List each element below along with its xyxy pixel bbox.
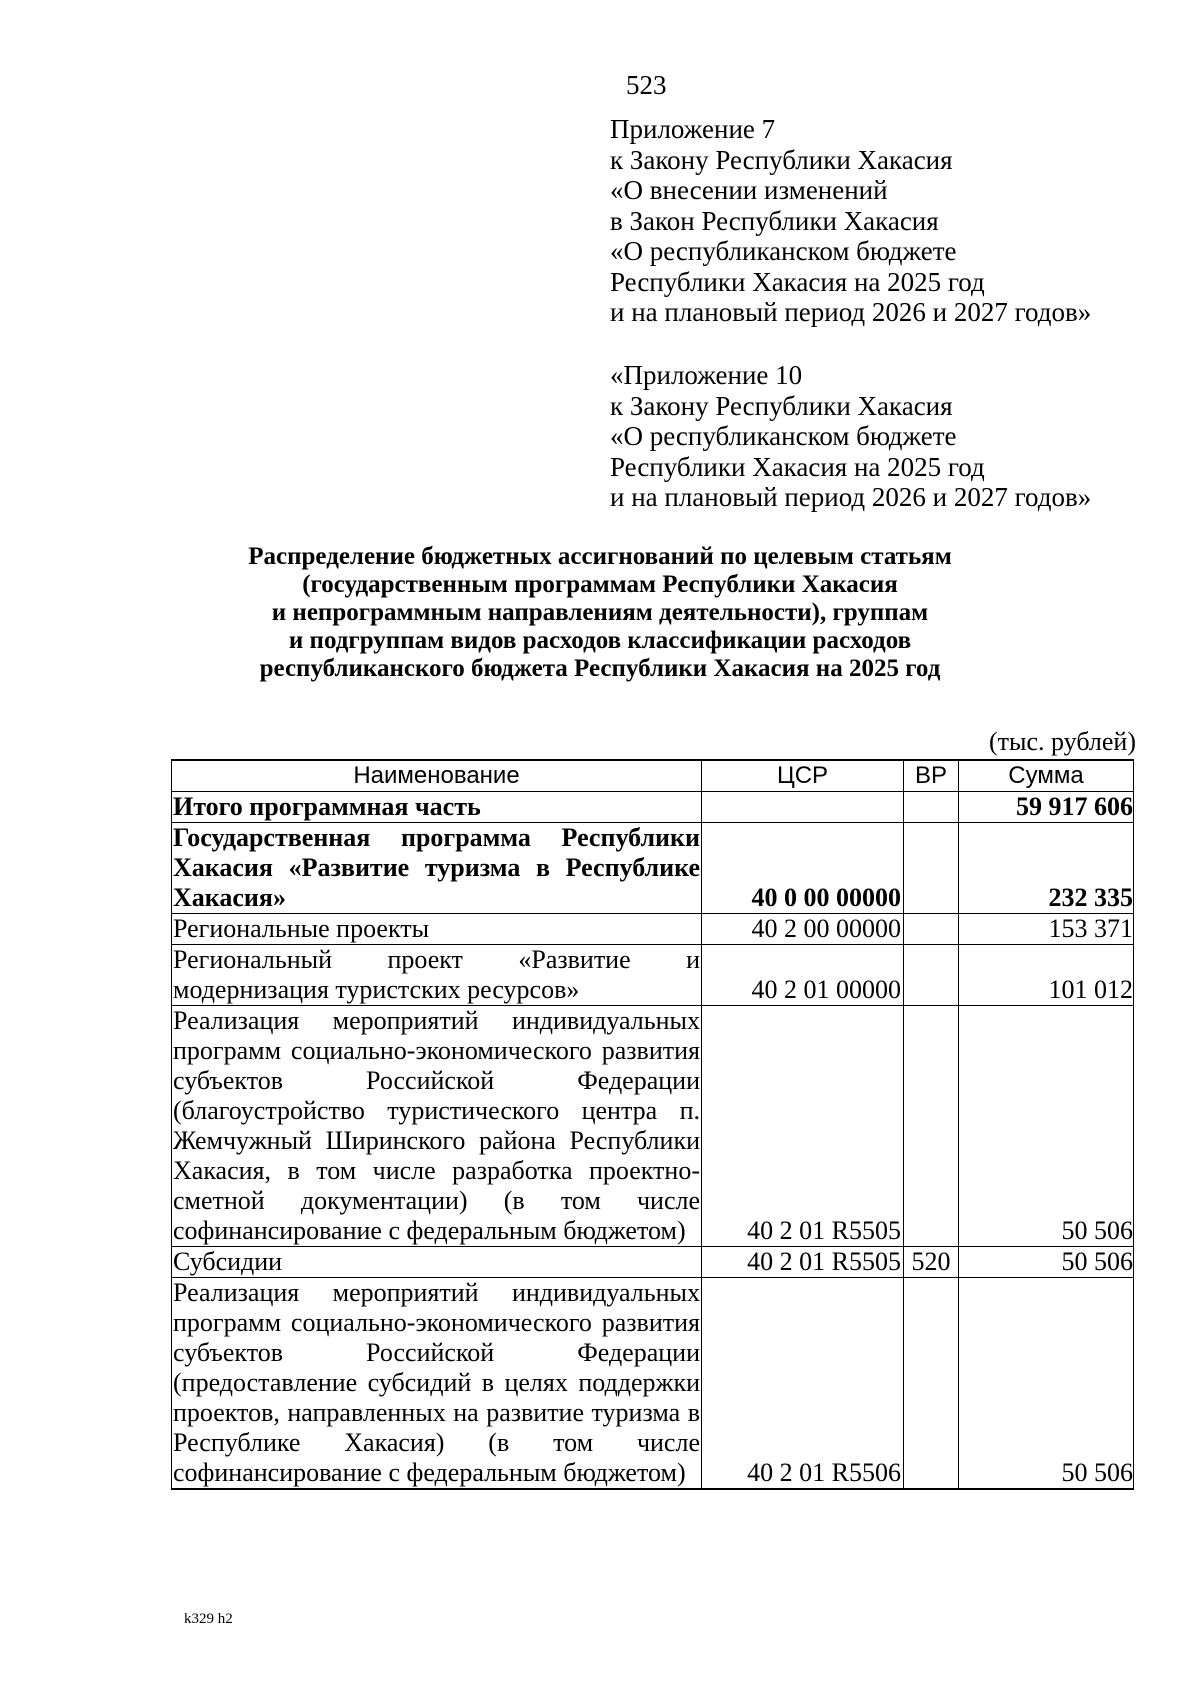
annex-original-heading [610,360,1091,513]
annex-line: и на плановый период 2026 и 2027 годов» [610,482,1092,512]
row-csr: 40 2 00 00000 [702,914,904,945]
units-label: (тыс. рублей) [988,727,1136,756]
table-row [172,792,1134,823]
annex-line: «О республиканском бюджете [610,236,957,266]
row-sum: 50 506 [959,1278,1134,1490]
annex-line: Республики Хакасия на 2025 год [610,266,985,297]
table-row [172,1278,1134,1490]
row-sum: 59 917 606 [959,792,1134,823]
annex-line: Приложение 7 [610,114,776,144]
row-csr: 40 2 01 R5506 [702,1278,904,1490]
row-vr [904,792,959,823]
annex-line: «О внесении изменений [610,175,888,205]
annex-line: и на плановый период 2026 и 2027 годов» [610,297,1092,327]
row-csr [702,792,904,823]
row-name: Субсидии [172,1247,702,1278]
annex-line: «О республиканском бюджете [610,421,957,451]
title-line: Распределение бюджетных ассигнований по целевым статьям [248,543,952,570]
row-vr [904,1006,959,1247]
row-name: Реализация мероприятий индивидуальных программ социально-экономического развития субъектов Российской Федерации (благоустройство туристического центра п. Жемчужный Ширинского района Республики Хакасия, в том числе разработка проектно-сметной документации) (в том числе софинансирование с федеральным бюджетом) [173,1006,700,1245]
row-csr: 40 2 01 R5505 [702,1247,904,1278]
row-csr: 40 2 01 00000 [702,945,904,1006]
row-sum: 232 335 [959,823,1134,914]
annex-line: «Приложение 10 [610,360,803,390]
row-vr: 520 [904,1247,959,1278]
table-row [172,945,1134,1006]
table-row [172,823,1134,914]
title-line: и непрограммным направлениям деятельности), группам [271,599,929,626]
table-row [172,914,1134,945]
title-line: (государственным программам Республики Хакасия [302,571,898,598]
row-sum: 153 371 [959,914,1134,945]
header-sum: Сумма [959,760,1134,792]
row-name: Итого программная часть [172,792,702,823]
header-csr: ЦСР [702,760,904,792]
row-vr [904,823,959,914]
header-vr: ВР [904,760,959,792]
row-csr: 40 2 01 R5505 [702,1006,904,1247]
title-line: республиканского бюджета Республики Хакасия на 2025 год [259,655,941,682]
row-sum: 50 506 [959,1247,1134,1278]
title-line: и подгруппам видов расходов классификации расходов [288,627,912,654]
row-name: Региональный проект «Развитие и модернизация туристских ресурсов» [173,945,700,1004]
row-vr [904,914,959,945]
row-vr [904,1278,959,1490]
table-row [172,1247,1134,1278]
footer-code: k329 h2 [184,1611,233,1627]
header-name: Наименование [172,760,702,792]
row-sum: 101 012 [959,945,1134,1006]
annex-line: в Закон Республики Хакасия [610,205,939,236]
table-row [172,1006,1134,1247]
document-title [160,543,1040,683]
row-name: Государственная программа Республики Хакасия «Развитие туризма в Республике Хакасия» [173,823,700,912]
annex-line: к Закону Республики Хакасия [610,144,953,175]
budget-table [171,759,1134,1490]
annex-line: к Закону Республики Хакасия [610,390,953,421]
row-name: Реализация мероприятий индивидуальных программ социально-экономического развития субъектов Российской Федерации (предоставление субсидий в целях поддержки проектов, направленных на развитие туризма в Республике Хакасия) (в том числе софинансирование с федеральным бюджетом) [173,1278,700,1487]
annex-line: Республики Хакасия на 2025 год [610,451,985,482]
row-sum: 50 506 [959,1006,1134,1247]
page-number: 523 [626,70,667,100]
row-name: Региональные проекты [172,914,702,945]
annex-current-heading [610,114,1091,328]
row-vr [904,945,959,1006]
table-header-row [172,760,1134,792]
row-csr: 40 0 00 00000 [702,823,904,914]
